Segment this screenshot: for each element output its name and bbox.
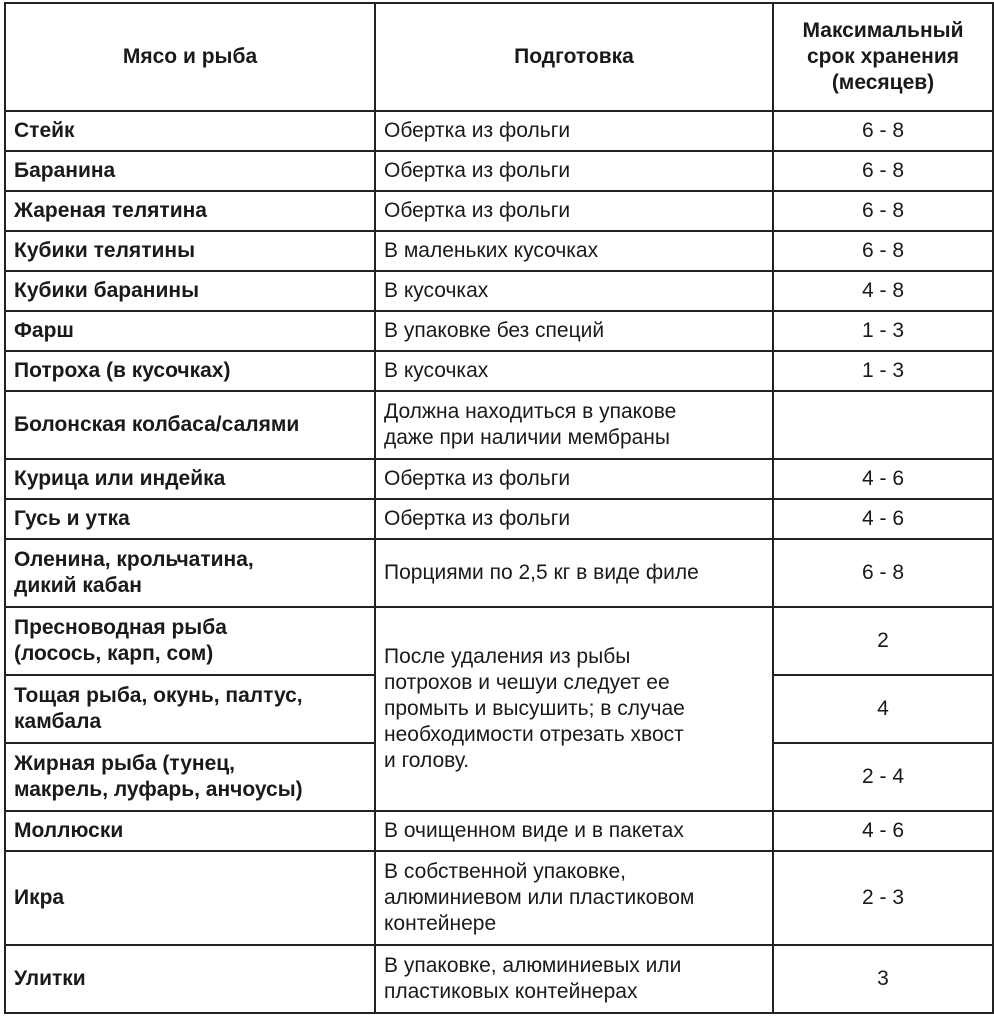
item-cell: Потроха (в кусочках) [5,351,375,391]
fish-prep-line: потрохов и чешуи следует ее [384,671,670,694]
item-line: дикий кабан [14,574,142,597]
months-cell: 2 - 3 [773,851,993,945]
prep-line: контейнере [384,912,497,935]
item-cell: Моллюски [5,811,375,851]
header-max-storage-line1: Максимальный [802,19,964,42]
prep-cell: В упаковке без специй [375,311,773,351]
prep-cell: Обертка из фольги [375,191,773,231]
months-cell: 4 - 6 [773,811,993,851]
months-cell: 4 - 6 [773,499,993,539]
item-line: Тощая рыба, окунь, палтус, [14,684,303,707]
prep-line: алюминиевом или пластиковом [384,886,695,909]
item-cell: Кубики телятины [5,231,375,271]
prep-cell: В маленьких кусочках [375,231,773,271]
months-cell: 1 - 3 [773,351,993,391]
months-cell: 6 - 8 [773,539,993,607]
table-row [5,811,993,851]
table-row [5,539,993,607]
table-row [5,231,993,271]
months-cell: 2 [773,607,993,675]
item-cell: Стейк [5,111,375,151]
prep-cell: В кусочках [375,351,773,391]
months-cell: 6 - 8 [773,231,993,271]
months-cell: 4 - 8 [773,271,993,311]
item-cell [5,607,375,675]
prep-line: В собственной упаковке, [384,860,626,883]
months-cell: 4 - 6 [773,459,993,499]
item-cell: Жареная телятина [5,191,375,231]
months-cell: 4 [773,675,993,743]
item-cell: Болонская колбаса/салями [5,391,375,459]
header-max-storage [773,3,993,111]
prep-line: даже при наличии мембраны [384,426,671,449]
table-row [5,945,993,1013]
prep-cell [375,945,773,1013]
table-row [5,607,993,675]
fish-prep-cell [375,607,773,811]
item-cell: Икра [5,851,375,945]
item-cell [5,743,375,811]
table-row [5,191,993,231]
prep-line: Должна находиться в упакове [384,400,677,423]
table-row [5,391,993,459]
prep-cell: Обертка из фольги [375,151,773,191]
fish-prep-line: промыть и высушить; в случае [384,697,685,720]
table-row [5,111,993,151]
months-cell [773,391,993,459]
item-cell [5,539,375,607]
prep-cell: В кусочках [375,271,773,311]
header-meat-fish: Мясо и рыба [5,3,375,111]
fish-prep-line: После удаления из рыбы [384,645,631,668]
months-cell: 6 - 8 [773,111,993,151]
item-cell [5,675,375,743]
table-row [5,151,993,191]
prep-cell: В очищенном виде и в пакетах [375,811,773,851]
fish-prep-line: необходимости отрезать хвост [384,723,684,746]
item-cell: Баранина [5,151,375,191]
months-cell: 1 - 3 [773,311,993,351]
months-cell: 2 - 4 [773,743,993,811]
months-cell: 3 [773,945,993,1013]
prep-line: В упаковке, алюминиевых или [384,954,682,977]
header-max-storage-line3: (месяцев) [831,71,935,94]
prep-cell: Обертка из фольги [375,111,773,151]
item-cell: Курица или индейка [5,459,375,499]
table-row [5,499,993,539]
table-row [5,851,993,945]
item-line: макрель, луфарь, анчоусы) [14,778,303,801]
months-cell: 6 - 8 [773,191,993,231]
table-row [5,311,993,351]
header-max-storage-line2: срок хранения [806,45,960,68]
storage-table [4,2,994,1014]
prep-cell [375,851,773,945]
table-row [5,271,993,311]
item-cell: Гусь и утка [5,499,375,539]
header-preparation: Подготовка [375,3,773,111]
months-cell: 6 - 8 [773,151,993,191]
item-line: камбала [14,710,102,733]
prep-cell: Обертка из фольги [375,499,773,539]
item-line: Жирная рыба (тунец, [14,752,236,775]
prep-cell: Порциями по 2,5 кг в виде филе [375,539,773,607]
item-cell: Фарш [5,311,375,351]
prep-line: пластиковых контейнерах [384,980,638,1003]
header-row [5,3,993,111]
prep-cell: Обертка из фольги [375,459,773,499]
fish-prep-line: и голову. [384,749,470,772]
item-line: (лосось, карп, сом) [14,642,214,665]
item-line: Пресноводная рыба [14,616,227,639]
prep-cell [375,391,773,459]
table-row [5,351,993,391]
item-cell: Улитки [5,945,375,1013]
item-line: Оленина, крольчатина, [14,548,254,571]
item-cell: Кубики баранины [5,271,375,311]
table-row [5,459,993,499]
